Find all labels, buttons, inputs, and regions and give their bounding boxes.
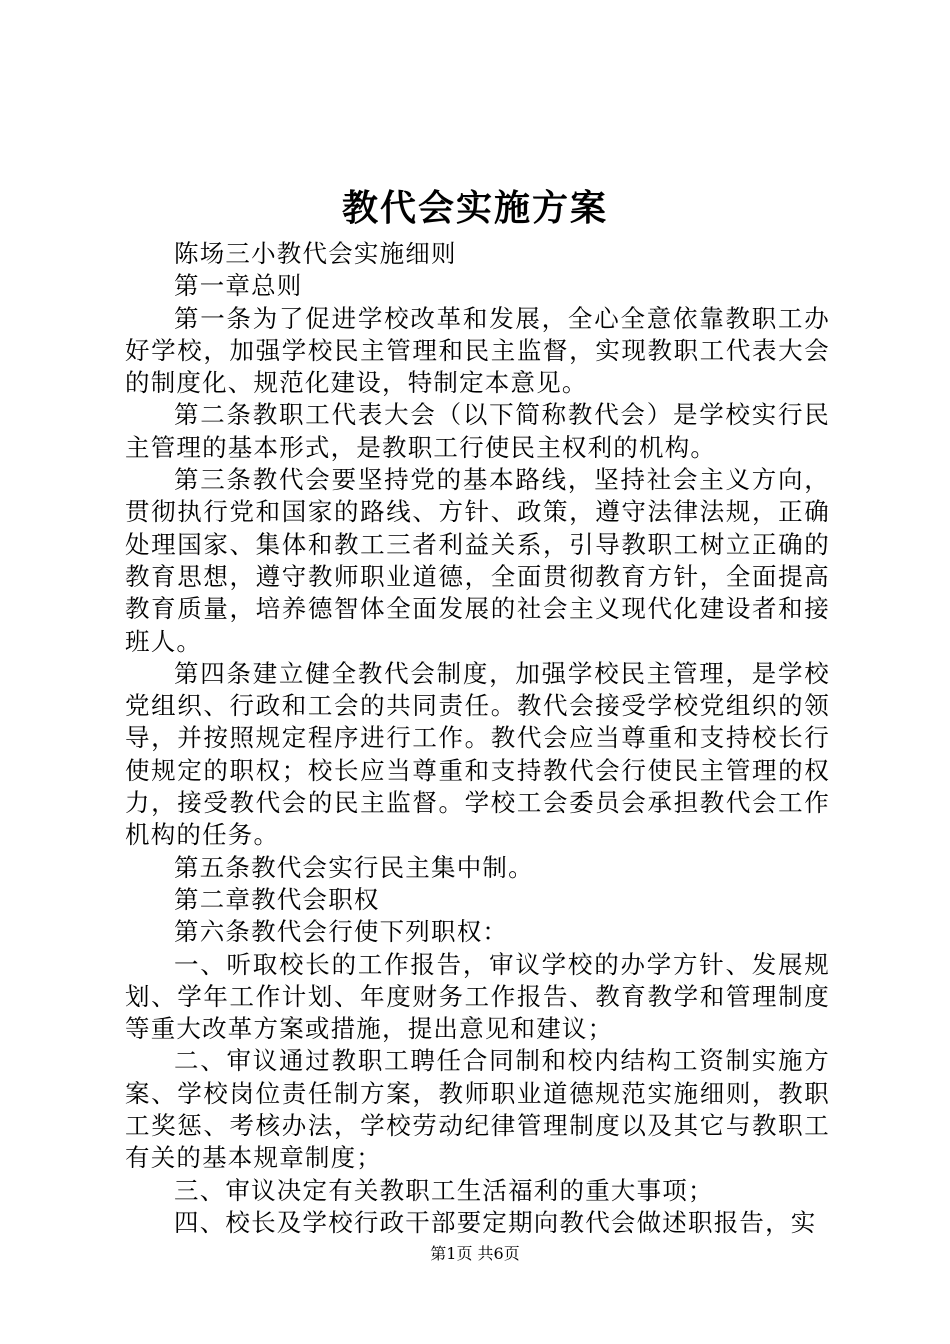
paragraph: 第五条教代会实行民主集中制。	[174, 852, 534, 882]
paragraph: 第二章教代会职权	[174, 884, 380, 914]
paragraph: 第六条教代会行使下列职权：	[174, 917, 509, 947]
paragraph: 第二条教职工代表大会（以下简称教代会）是学校实行民主管理的基本形式，是教职工行使民主权利的机构。	[125, 400, 830, 462]
document-title: 教代会实施方案	[341, 188, 608, 229]
paragraph: 四、校长及学校行政干部要定期向教代会做述职报告，实	[174, 1207, 817, 1237]
page-footer: 第1页 共6页	[430, 1244, 520, 1263]
paragraph: 陈场三小教代会实施细则	[174, 239, 457, 268]
paragraph: 二、审议通过教职工聘任合同制和校内结构工资制实施方案、学校岗位责任制方案，教师职业道德规范实施细则，教职工奖惩、考核办法，学校劳动纪律管理制度以及其它与教职工有关的基本规章制度；	[125, 1046, 830, 1173]
paragraph: 三、审议决定有关教职工生活福利的重大事项；	[174, 1175, 714, 1205]
document-body	[125, 238, 830, 1239]
paragraph: 第一章总则	[174, 271, 303, 301]
paragraph: 第一条为了促进学校改革和发展，全心全意依靠教职工办好学校，加强学校民主管理和民主监督，实现教职工代表大会的制度化、规范化建设，特制定本意见。	[125, 303, 830, 398]
paragraph: 第三条教代会要坚持党的基本路线，坚持社会主义方向，贯彻执行党和国家的路线、方针、政策，遵守法律法规，正确处理国家、集体和教工三者利益关系，引导教职工树立正确的教育思想，遵守教师职业道德，全面贯彻教育方针，全面提高教育质量，培养德智体全面发展的社会主义现代化建设者和接班人。	[125, 465, 830, 656]
paragraph: 第四条建立健全教代会制度，加强学校民主管理，是学校党组织、行政和工会的共同责任。教代会接受学校党组织的领导，并按照规定程序进行工作。教代会应当尊重和支持校长行使规定的职权；校长应当尊重和支持教代会行使民主管理的权力，接受教代会的民主监督。学校工会委员会承担教代会工作机构的任务。	[125, 658, 830, 850]
paragraph: 一、听取校长的工作报告，审议学校的办学方针、发展规划、学年工作计划、年度财务工作报告、教育教学和管理制度等重大改革方案或措施，提出意见和建议；	[125, 949, 830, 1044]
